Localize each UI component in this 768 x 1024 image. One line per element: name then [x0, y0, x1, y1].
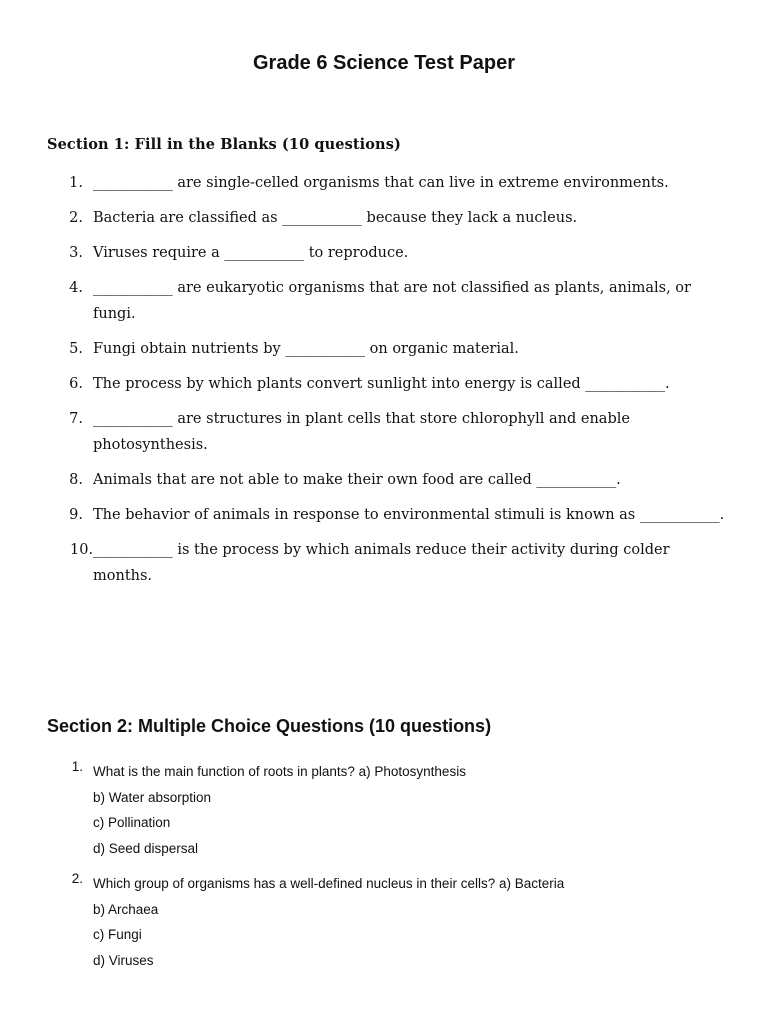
fill-question-item [47, 406, 727, 458]
question-text: ___________ are single-celled organisms that can live in extreme environments. [93, 175, 669, 191]
section-2-heading: Section 2: Multiple Choice Questions (10 questions) [47, 716, 492, 736]
question-number: 2. [69, 210, 83, 226]
question-number: 10. [70, 542, 94, 558]
answer-option: c) Pollination [93, 815, 171, 830]
question-text: What is the main function of roots in plants? a) Photosynthesis [93, 764, 466, 779]
question-text: Viruses require a ___________ to reproduce. [93, 245, 409, 261]
fill-question-item [47, 205, 727, 231]
fill-question-item [47, 537, 727, 589]
question-number: 1. [71, 759, 83, 774]
question-number: 1. [69, 175, 83, 191]
section-1-heading: Section 1: Fill in the Blanks (10 questions) [47, 136, 401, 153]
fill-question-item [47, 467, 727, 493]
answer-option: c) Fungi [93, 927, 142, 942]
answer-option: b) Water absorption [93, 789, 212, 805]
multiple-choice-list [47, 759, 727, 983]
fill-question-item [47, 275, 727, 327]
question-text: Which group of organisms has a well-defined nucleus in their cells? a) Bacteria [93, 876, 565, 891]
fill-question-item [47, 240, 727, 266]
page-title: Grade 6 Science Test Paper [253, 52, 515, 74]
question-text: The behavior of animals in response to environmental stimuli is known as ___________. [93, 507, 725, 523]
question-number: 4. [69, 280, 83, 296]
fill-question-item [47, 371, 727, 397]
fill-question-item [47, 502, 727, 528]
question-number: 8. [69, 472, 83, 488]
question-number: 3. [69, 245, 83, 261]
mc-question-item [47, 871, 727, 973]
question-text: Bacteria are classified as ___________ because they lack a nucleus. [93, 210, 578, 226]
answer-option: d) Seed dispersal [93, 840, 199, 856]
question-text: Fungi obtain nutrients by ___________ on organic material. [93, 341, 519, 357]
question-text: ___________ are eukaryotic organisms that are not classified as plants, animals, or fungi. [93, 280, 691, 322]
question-number: 9. [69, 507, 83, 523]
question-text: ___________ are structures in plant cells that store chlorophyll and enable photosynthesis. [93, 411, 630, 453]
question-number: 5. [69, 341, 83, 357]
fill-question-item [47, 336, 727, 362]
answer-option: b) Archaea [93, 901, 159, 917]
question-text: Animals that are not able to make their own food are called ___________. [93, 472, 621, 488]
question-number: 2. [71, 871, 83, 886]
question-number: 7. [69, 411, 83, 427]
question-text: ___________ is the process by which animals reduce their activity during colder months. [93, 542, 670, 584]
question-number: 6. [69, 376, 83, 392]
fill-in-the-blanks-list [47, 170, 727, 598]
answer-option: d) Viruses [93, 952, 154, 968]
question-text: The process by which plants convert sunlight into energy is called ___________. [93, 376, 670, 392]
mc-question-item [47, 759, 727, 861]
fill-question-item [47, 170, 727, 196]
